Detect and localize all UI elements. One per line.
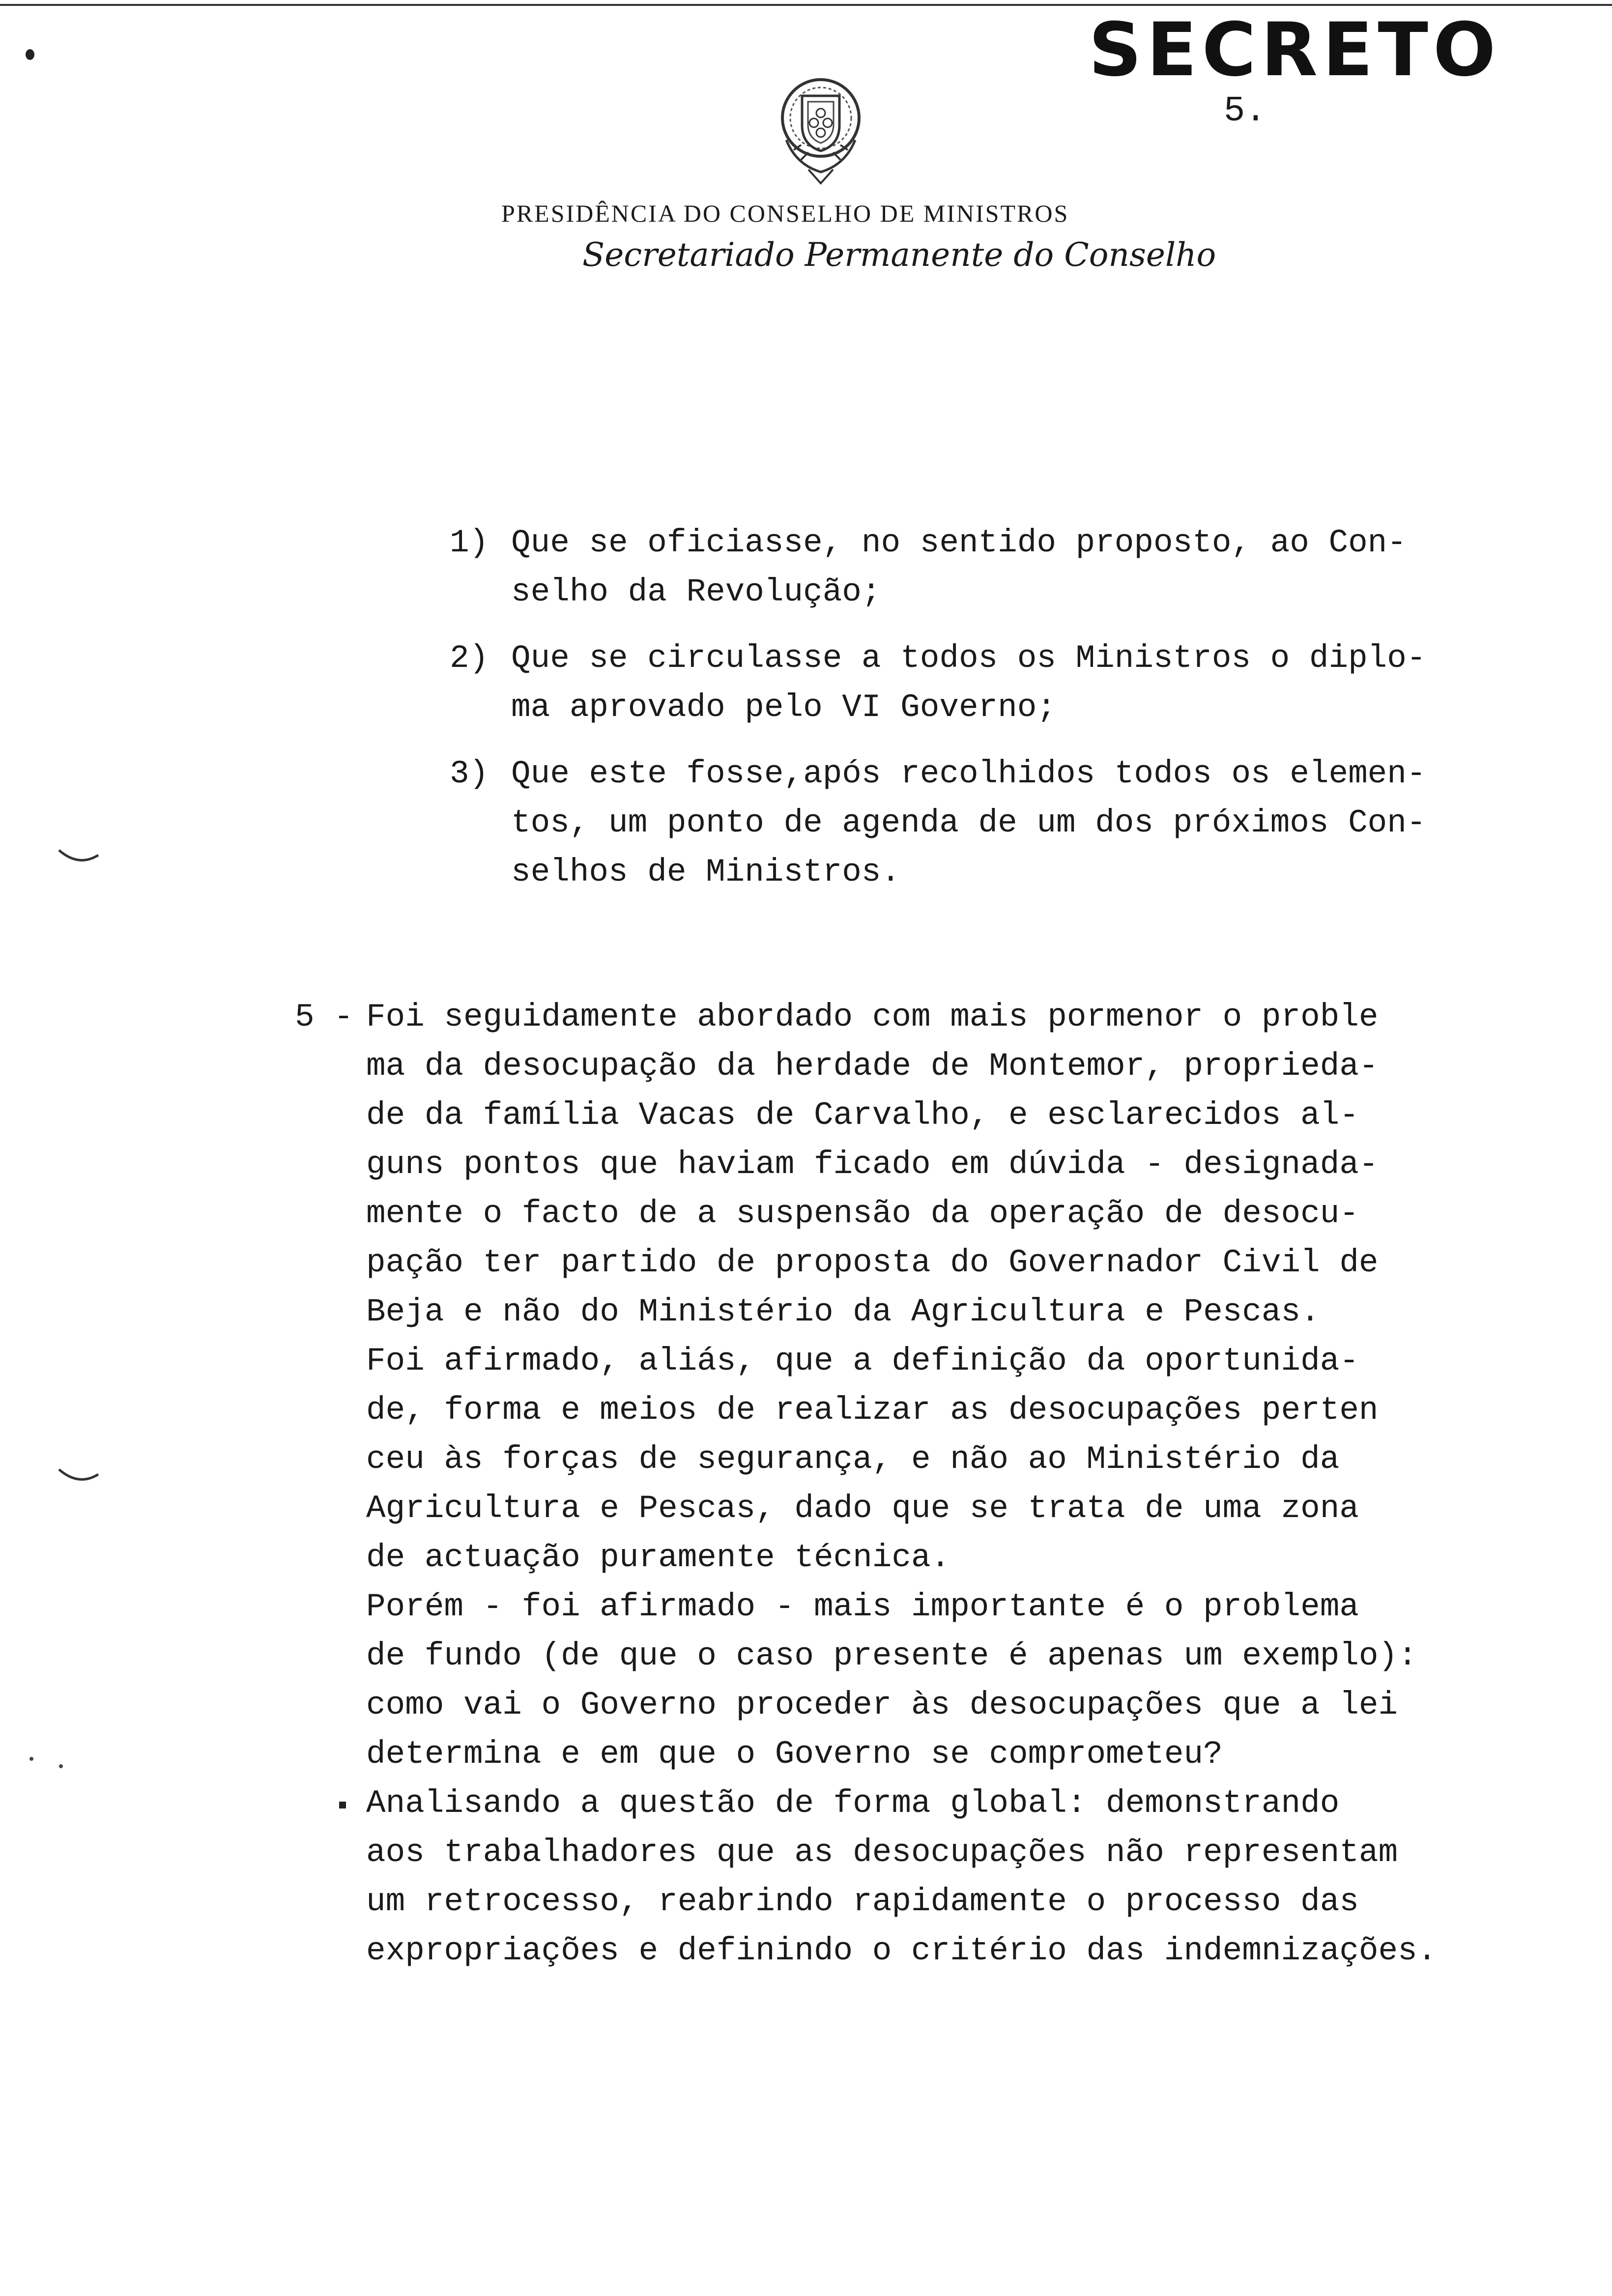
top-border-line — [0, 4, 1612, 6]
section-text-line: aos trabalhadores que as desocupações não representam — [366, 1834, 1398, 1871]
section-text-line: como vai o Governo proceder às desocupações que a lei — [366, 1687, 1398, 1723]
section-text-line: ceu às forças de segurança, e não ao Ministério da — [366, 1441, 1340, 1478]
section-number: 5 - — [295, 999, 353, 1035]
section-text-line: expropriações e definindo o critério das indemnizações. — [366, 1932, 1437, 1969]
section-text-line: guns pontos que haviam ficado em dúvida - designada- — [366, 1146, 1379, 1183]
section-text-line: Agricultura e Pescas, dado que se trata de uma zona — [366, 1490, 1359, 1527]
section-text-line: Foi afirmado, aliás, que a definição da oportunida- — [366, 1343, 1359, 1379]
coat-of-arms-emblem — [767, 66, 875, 189]
section-text-line: Beja e não do Ministério da Agricultura e Pescas. — [366, 1293, 1320, 1330]
decision-text-line: ma aprovado pelo VI Governo; — [511, 689, 1056, 726]
section-text-line: de actuação puramente técnica. — [366, 1539, 950, 1576]
margin-speck — [59, 1764, 63, 1768]
section-text-line: Foi seguidamente abordado com mais pormenor o proble — [366, 999, 1379, 1035]
section-text-line: ma da desocupação da herdade de Montemor, proprieda- — [366, 1048, 1379, 1085]
margin-hole-mark — [57, 1467, 101, 1487]
section-text-line: um retrocesso, reabrindo rapidamente o processo das — [366, 1883, 1359, 1920]
section-text-line — [366, 1779, 1546, 1828]
margin-speck — [26, 49, 34, 60]
decision-number: 2) — [450, 640, 489, 677]
section-text-line: Porém - foi afirmado - mais importante é o problema — [366, 1588, 1359, 1625]
decision-number: 1) — [450, 524, 489, 561]
decision-number: 3) — [450, 755, 489, 792]
section-text-line: determina e em que o Governo se comprometeu? — [366, 1736, 1223, 1773]
bullet-mark — [339, 1802, 346, 1808]
margin-hole-mark — [57, 848, 101, 867]
institution-name: PRESIDÊNCIA DO CONSELHO DE MINISTROS — [501, 200, 1069, 227]
section-text-line: de, forma e meios de realizar as desocupações perten — [366, 1392, 1379, 1429]
decision-text-line: selhos de Ministros. — [511, 854, 901, 890]
margin-speck — [29, 1757, 33, 1761]
section-text-line: pação ter partido de proposta do Governador Civil de — [366, 1244, 1379, 1281]
decision-text-line: tos, um ponto de agenda de um dos próximos Con- — [511, 804, 1426, 841]
page-number: 5. — [1224, 91, 1267, 131]
section-text-line-content: Analisando a questão de forma global: demonstrando — [366, 1785, 1340, 1822]
section-text-line: de fundo (de que o caso presente é apenas um exemplo): — [366, 1637, 1417, 1674]
department-name: Secretariado Permanente do Conselho — [582, 236, 1216, 274]
decision-text-line: selho da Revolução; — [511, 574, 881, 610]
decision-text-line: Que se oficiasse, no sentido proposto, ao Con- — [511, 524, 1407, 561]
decision-text-line: Que se circulasse a todos os Ministros o diplo- — [511, 640, 1426, 677]
section-text-line: de da família Vacas de Carvalho, e esclarecidos al- — [366, 1097, 1359, 1134]
section-text-line: mente o facto de a suspensão da operação de desocu- — [366, 1195, 1359, 1232]
decision-text-line: Que este fosse,após recolhidos todos os elemen- — [511, 755, 1426, 792]
classification-stamp: SECRETO — [1089, 7, 1501, 93]
